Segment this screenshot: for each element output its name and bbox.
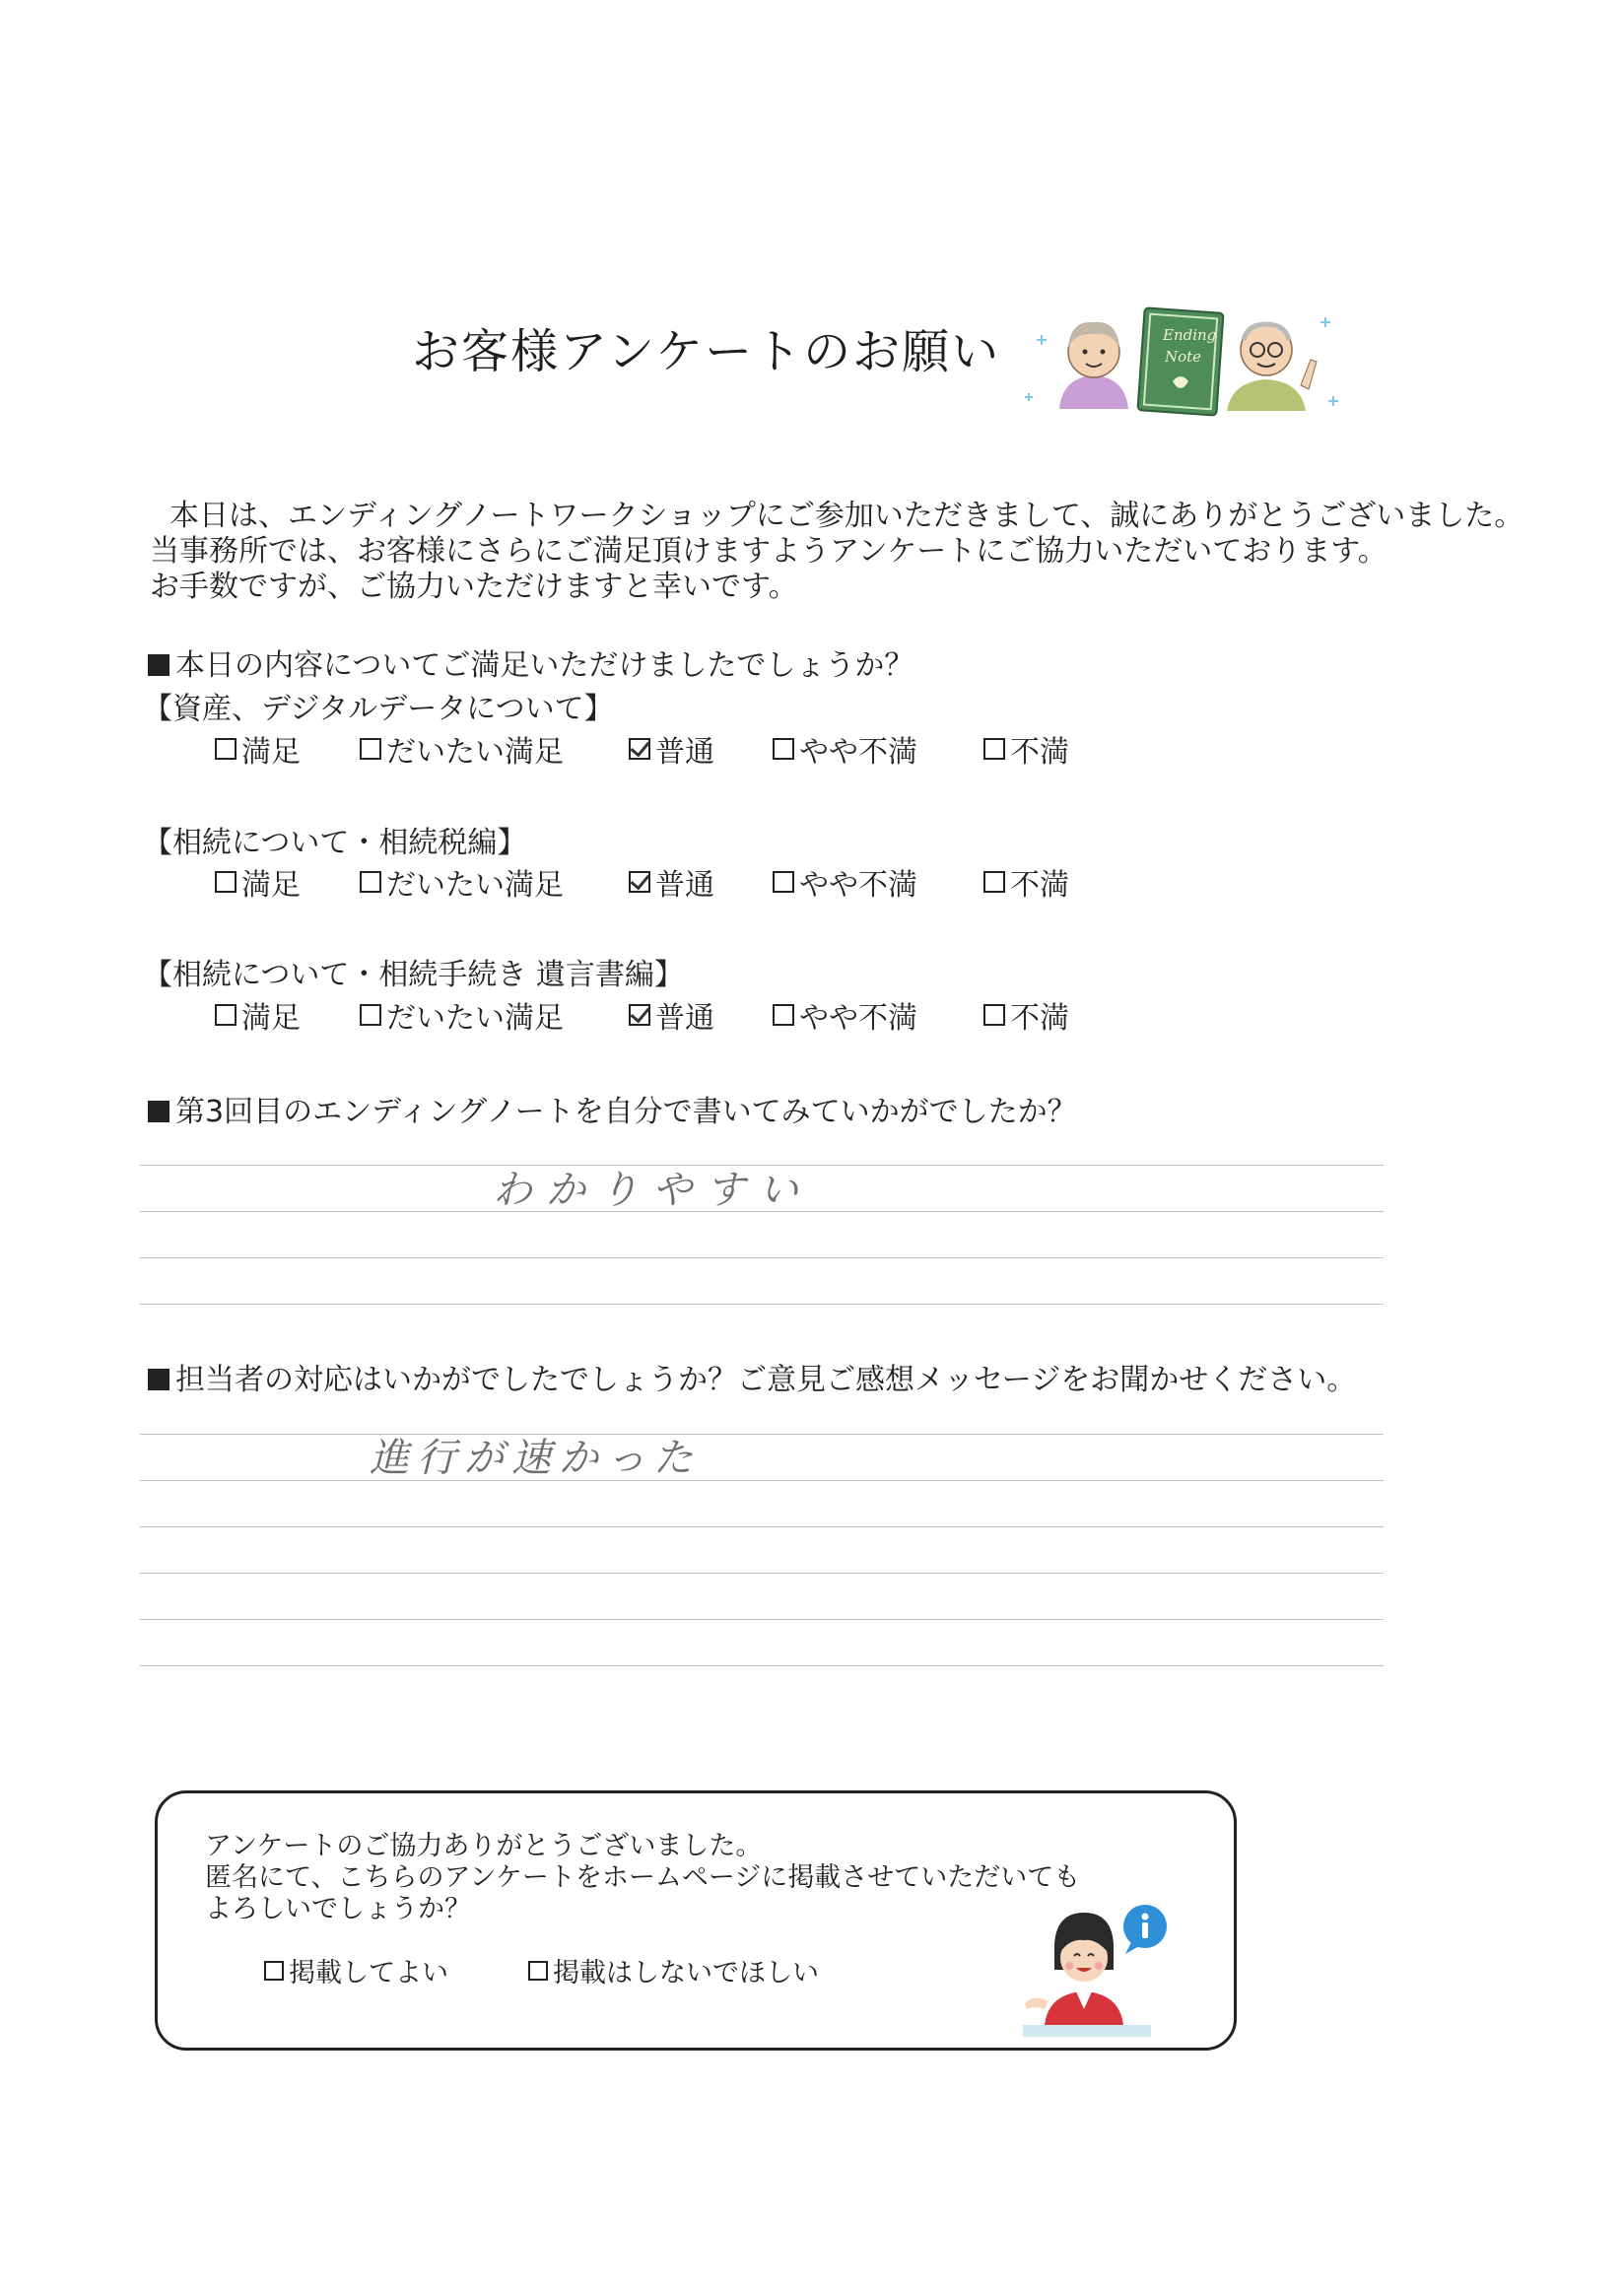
checkbox[interactable] xyxy=(215,871,237,893)
checkbox[interactable] xyxy=(983,871,1005,893)
option-satisfied[interactable]: 満足 xyxy=(215,993,301,1037)
grandmother-icon xyxy=(1059,322,1128,409)
intro-line-2: 当事務所では、お客様にさらにご満足頂けますようアンケートにご協力いただいております。 xyxy=(150,534,1387,569)
section-label-inheritance-tax: 【相続について・相続税編】 xyxy=(143,826,527,860)
checkbox[interactable] xyxy=(360,871,381,893)
option-dissatisfied[interactable]: 不満 xyxy=(983,860,1069,904)
info-icon xyxy=(1123,1905,1167,1954)
option-dissatisfied[interactable]: 不満 xyxy=(983,993,1069,1037)
answer-line xyxy=(140,1304,1384,1305)
ending-note-book-icon xyxy=(1137,307,1223,415)
checkbox[interactable] xyxy=(773,1004,794,1026)
checkbox[interactable] xyxy=(773,738,794,760)
page-title: お客様アンケートのお願い xyxy=(412,324,1001,379)
checkbox[interactable] xyxy=(360,1004,381,1026)
ending-note-couple-illustration xyxy=(1015,301,1350,419)
handwritten-answer-3[interactable]: 進行が速かった xyxy=(370,1436,701,1481)
question-1: 本日の内容についてご満足いただけましたでしょうか？ xyxy=(148,640,914,684)
checkbox[interactable] xyxy=(215,1004,237,1026)
checkbox[interactable] xyxy=(264,1961,284,1981)
question-2: 第3回目のエンディングノートを自分で書いてみていかがでしたか？ xyxy=(148,1087,1077,1130)
option-mostly-satisfied[interactable]: だいたい満足 xyxy=(360,727,564,771)
section-label-assets: 【資産、デジタルデータについて】 xyxy=(143,692,614,726)
checkbox[interactable] xyxy=(215,738,237,760)
thanks-line-2: 匿名にて、こちらのアンケートをホームページに掲載させていただいても xyxy=(205,1862,1081,1893)
svg-text:Ending: Ending xyxy=(1163,326,1217,344)
intro-line-1: 本日は、エンディングノートワークショップにご参加いただきまして、誠にありがとうございました。 xyxy=(169,499,1524,533)
option-neutral[interactable]: 普通 xyxy=(629,993,714,1037)
option-somewhat-dissatisfied[interactable]: やや不満 xyxy=(773,860,917,904)
thanks-line-3: よろしいでしょうか？ xyxy=(205,1894,471,1924)
option-mostly-satisfied[interactable]: だいたい満足 xyxy=(360,993,564,1037)
answer-line xyxy=(140,1480,1384,1481)
answer-line xyxy=(140,1665,1384,1666)
checkbox[interactable] xyxy=(773,871,794,893)
grandfather-icon xyxy=(1227,324,1317,411)
option-dissatisfied[interactable]: 不満 xyxy=(983,727,1069,771)
option-allow-publication[interactable]: 掲載してよい xyxy=(264,1951,448,1989)
question-3: 担当者の対応はいかがでしたでしょうか？ご意見ご感想メッセージをお聞かせください。 xyxy=(148,1355,1356,1398)
option-neutral[interactable]: 普通 xyxy=(629,727,714,771)
section-label-inheritance-will: 【相続について・相続手続き 遺言書編】 xyxy=(143,958,684,992)
answer-line xyxy=(140,1257,1384,1258)
checkbox-checked[interactable] xyxy=(629,1004,650,1026)
checkbox-checked[interactable] xyxy=(629,871,650,893)
option-somewhat-dissatisfied[interactable]: やや不満 xyxy=(773,993,917,1037)
staff-woman-illustration xyxy=(1015,1887,1202,2045)
answer-line xyxy=(140,1526,1384,1527)
option-mostly-satisfied[interactable]: だいたい満足 xyxy=(360,860,564,904)
checkbox[interactable] xyxy=(360,738,381,760)
checkbox[interactable] xyxy=(983,738,1005,760)
option-neutral[interactable]: 普通 xyxy=(629,860,714,904)
checkbox-checked[interactable] xyxy=(629,738,650,760)
option-satisfied[interactable]: 満足 xyxy=(215,860,301,904)
answer-line xyxy=(140,1573,1384,1574)
answer-line xyxy=(140,1434,1384,1435)
option-somewhat-dissatisfied[interactable]: やや不満 xyxy=(773,727,917,771)
checkbox[interactable] xyxy=(983,1004,1005,1026)
checkbox[interactable] xyxy=(528,1961,548,1981)
intro-line-3: お手数ですが、ご協力いただけますと幸いです。 xyxy=(150,570,798,604)
option-decline-publication[interactable]: 掲載はしないでほしい xyxy=(528,1951,819,1989)
answer-line xyxy=(140,1619,1384,1620)
handwritten-answer-2[interactable]: わかりやすい xyxy=(493,1168,812,1213)
svg-text:Note: Note xyxy=(1165,348,1202,366)
thanks-line-1: アンケートのご協力ありがとうございました。 xyxy=(205,1831,763,1861)
option-satisfied[interactable]: 満足 xyxy=(215,727,301,771)
